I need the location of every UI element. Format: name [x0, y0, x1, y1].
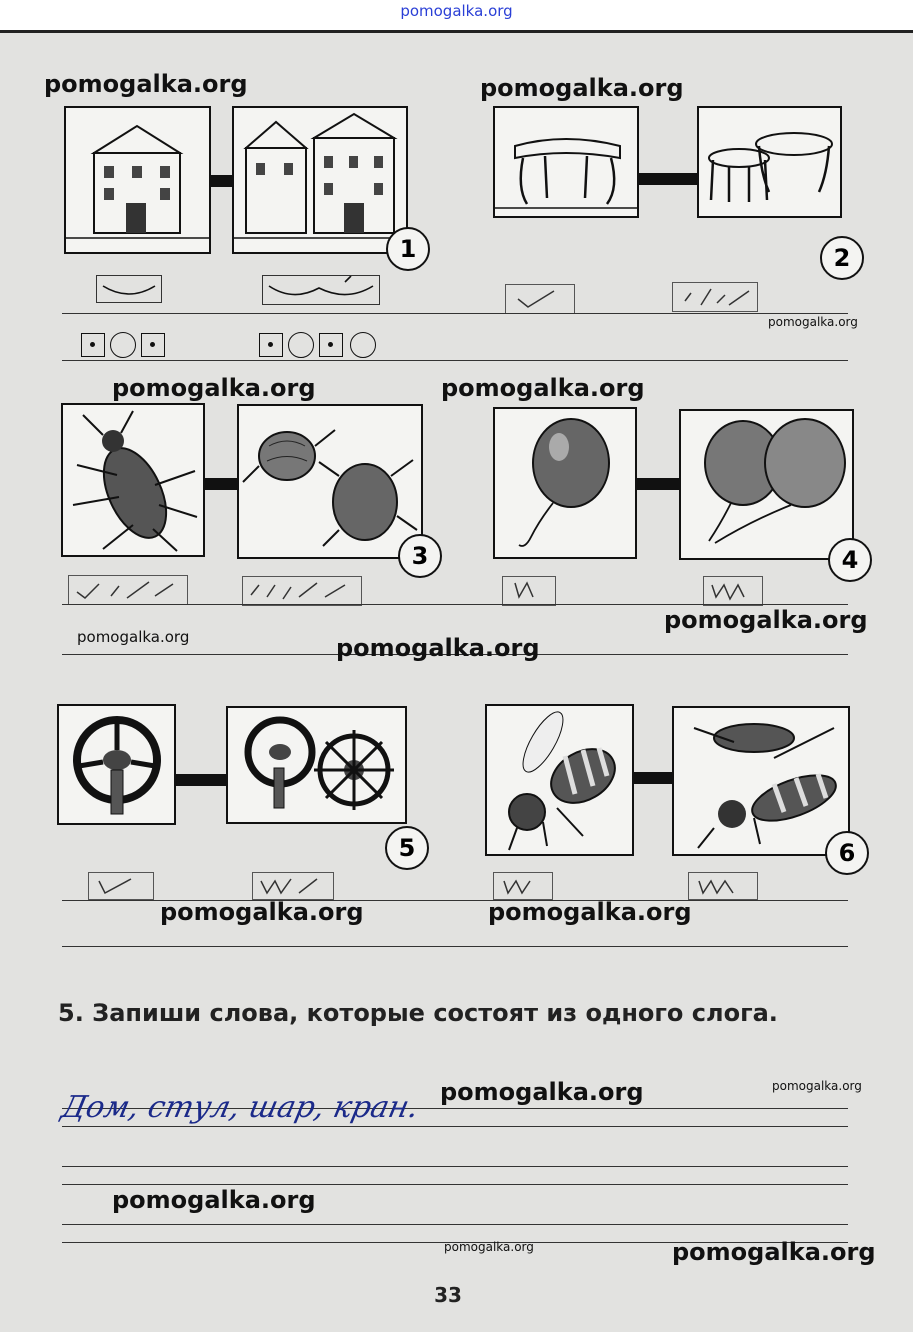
connector — [637, 478, 681, 490]
stress-scheme-box — [262, 275, 380, 305]
writing-line — [62, 1184, 848, 1185]
page-number: 33 — [434, 1283, 462, 1307]
pair-number-4: 4 — [828, 538, 872, 582]
watermark: pomogalka.org — [44, 70, 248, 98]
watermark: pomogalka.org — [664, 606, 868, 634]
sound-circle — [288, 332, 314, 358]
connector — [205, 478, 239, 490]
watermark: pomogalka.org — [768, 315, 858, 329]
handwritten-scheme — [242, 576, 362, 606]
watermark: pomogalka.org — [160, 898, 364, 926]
writing-line — [62, 1224, 848, 1225]
picture-beetles — [237, 404, 423, 559]
watermark: pomogalka.org — [441, 374, 645, 402]
sound-square — [319, 333, 343, 357]
watermark: pomogalka.org — [480, 74, 684, 102]
watermark: pomogalka.org — [336, 634, 540, 662]
picture-house — [64, 106, 211, 254]
picture-beetle — [61, 403, 205, 557]
handwritten-scheme — [88, 872, 154, 900]
header-url[interactable]: pomogalka.org — [400, 2, 513, 20]
watermark: pomogalka.org — [112, 1186, 316, 1214]
handwritten-scheme — [502, 576, 556, 606]
connector — [176, 774, 228, 786]
writing-line — [62, 604, 848, 605]
handwritten-scheme — [688, 872, 758, 900]
writing-line — [62, 1126, 848, 1127]
handwritten-scheme — [252, 872, 334, 900]
handwritten-scheme — [505, 284, 575, 314]
watermark: pomogalka.org — [77, 628, 190, 646]
houses-icon — [234, 108, 406, 252]
tables-icon — [699, 108, 840, 216]
house-icon — [66, 108, 209, 252]
task-5-answer: Дом, стул, шар, кран. — [58, 1090, 422, 1125]
bee-icon — [487, 706, 632, 854]
connector — [639, 173, 699, 185]
pair-number-5: 5 — [385, 826, 429, 870]
sound-square — [141, 333, 165, 357]
watermark: pomogalka.org — [440, 1078, 644, 1106]
picture-wheels — [226, 706, 407, 824]
pair-number-2: 2 — [820, 236, 864, 280]
pair-number-1: 1 — [386, 227, 430, 271]
picture-balloon — [493, 407, 637, 559]
picture-table — [493, 106, 639, 218]
picture-tables — [697, 106, 842, 218]
pair-number-3: 3 — [398, 534, 442, 578]
sound-circle — [110, 332, 136, 358]
writing-line — [62, 360, 848, 361]
wheel-icon — [59, 706, 174, 823]
handwritten-scheme — [493, 872, 553, 900]
watermark: pomogalka.org — [488, 898, 692, 926]
writing-line — [62, 1166, 848, 1167]
watermark: pomogalka.org — [772, 1079, 862, 1093]
connector — [211, 175, 234, 187]
writing-line — [62, 313, 848, 314]
watermark: pomogalka.org — [112, 374, 316, 402]
beetle-icon — [63, 405, 203, 555]
table-icon — [495, 108, 637, 216]
writing-line — [62, 946, 848, 947]
picture-balloons — [679, 409, 854, 560]
wheels-icon — [228, 708, 405, 822]
sound-square — [259, 333, 283, 357]
watermark: pomogalka.org — [444, 1240, 534, 1254]
connector — [634, 772, 676, 784]
handwritten-scheme — [703, 576, 763, 606]
picture-bees — [672, 706, 850, 856]
watermark: pomogalka.org — [672, 1238, 876, 1266]
picture-bee — [485, 704, 634, 856]
stress-scheme-box — [96, 275, 162, 303]
beetles-icon — [239, 406, 421, 557]
task-5-text: 5. Запиши слова, которые состоят из одного слога. — [58, 999, 778, 1027]
sound-square — [81, 333, 105, 357]
picture-wheel — [57, 704, 176, 825]
bees-icon — [674, 708, 848, 854]
handwritten-scheme — [68, 575, 188, 605]
pair-number-6: 6 — [825, 831, 869, 875]
balloons-icon — [681, 411, 852, 558]
handwritten-scheme — [672, 282, 758, 312]
picture-houses — [232, 106, 408, 254]
sound-circle-stressed — [350, 332, 376, 358]
balloon-icon — [495, 409, 635, 557]
